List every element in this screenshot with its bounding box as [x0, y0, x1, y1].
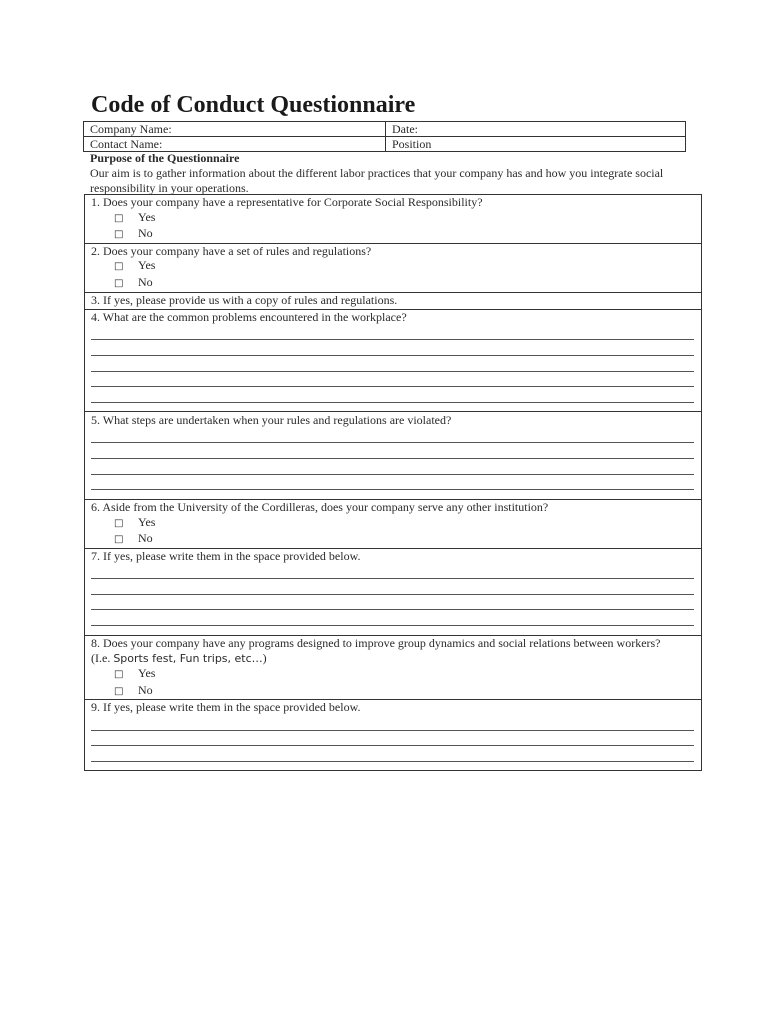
answer-line[interactable] [91, 340, 694, 356]
answer-line[interactable] [91, 731, 694, 747]
contact-name-field[interactable]: Contact Name: [84, 137, 386, 152]
checkbox-icon[interactable]: □ [114, 277, 124, 289]
question-3-text: 3. If yes, please provide us with a copy of rules and regulations. [91, 292, 398, 307]
checkbox-icon[interactable]: □ [114, 261, 124, 273]
option-label: Yes [138, 514, 156, 529]
purpose-section [90, 151, 690, 196]
question-7 [85, 549, 701, 636]
company-info-table [83, 121, 686, 152]
position-field[interactable]: Position [386, 137, 686, 152]
answer-line[interactable] [91, 610, 694, 626]
answer-line[interactable] [91, 564, 694, 580]
option-label: Yes [138, 666, 156, 681]
question-8-text: 8. Does your company have any programs designed to improve group dynamics and social relations between workers? [91, 635, 661, 650]
question-9-text: 9. If yes, please write them in the space provided below. [91, 700, 361, 715]
question-6 [85, 500, 701, 549]
question-1-text: 1. Does your company have a representative for Corporate Social Responsibility? [91, 195, 483, 209]
question-7-text: 7. If yes, please write them in the space provided below. [91, 548, 361, 563]
questions-box [84, 194, 702, 771]
option-label: No [138, 682, 153, 697]
answer-line[interactable] [91, 579, 694, 595]
question-1-option-yes[interactable] [91, 210, 701, 227]
checkbox-icon[interactable]: □ [114, 685, 124, 697]
question-2-option-no[interactable] [91, 275, 701, 292]
answer-line[interactable] [91, 595, 694, 611]
question-1 [85, 195, 701, 244]
question-1-option-no[interactable] [91, 226, 701, 243]
checkbox-icon[interactable]: □ [114, 229, 124, 241]
question-5 [85, 413, 701, 500]
option-label: Yes [138, 209, 156, 224]
question-2 [85, 244, 701, 293]
date-field[interactable]: Date: [386, 122, 686, 137]
question-6-text: 6. Aside from the University of the Cordilleras, does your company serve any other institution? [91, 500, 549, 515]
question-6-option-yes[interactable] [91, 515, 701, 532]
info-row-2 [84, 137, 686, 152]
answer-line[interactable] [91, 387, 694, 403]
question-5-text: 5. What steps are undertaken when your rules and regulations are violated? [91, 413, 452, 428]
answer-line[interactable] [91, 443, 694, 459]
checkbox-icon[interactable]: □ [114, 669, 124, 681]
question-8-example: (I.e. Sports fest, Fun trips, etc…) [91, 650, 267, 665]
option-label: Yes [138, 258, 156, 273]
checkbox-icon[interactable]: □ [114, 534, 124, 546]
answer-line[interactable] [91, 325, 694, 341]
answer-line[interactable] [91, 459, 694, 475]
option-label: No [138, 274, 153, 289]
question-3 [85, 293, 701, 311]
answer-line[interactable] [91, 715, 694, 731]
question-2-text: 2. Does your company have a set of rules and regulations? [91, 243, 372, 258]
document-title: Code of Conduct Questionnaire [91, 92, 416, 118]
info-row-1 [84, 122, 686, 137]
question-4-text: 4. What are the common problems encountered in the workplace? [91, 310, 407, 325]
question-8 [85, 636, 701, 700]
question-6-option-no[interactable] [91, 531, 701, 548]
purpose-heading: Purpose of the Questionnaire [90, 151, 240, 165]
question-8-option-yes[interactable] [91, 666, 701, 683]
option-label: No [138, 226, 153, 241]
checkbox-icon[interactable]: □ [114, 212, 124, 224]
answer-line[interactable] [91, 746, 694, 762]
answer-line[interactable] [91, 475, 694, 491]
purpose-text: Our aim is to gather information about the different labor practices that your company has and how you integrate social responsibility in your operations. [90, 166, 664, 195]
question-9 [85, 700, 701, 771]
answer-line[interactable] [91, 356, 694, 372]
answer-line[interactable] [91, 372, 694, 388]
question-2-option-yes[interactable] [91, 258, 701, 275]
option-label: No [138, 531, 153, 546]
question-4 [85, 310, 701, 412]
company-name-field[interactable]: Company Name: [84, 122, 386, 137]
question-8-option-no[interactable] [91, 683, 701, 700]
answer-line[interactable] [91, 428, 694, 444]
checkbox-icon[interactable]: □ [114, 517, 124, 529]
